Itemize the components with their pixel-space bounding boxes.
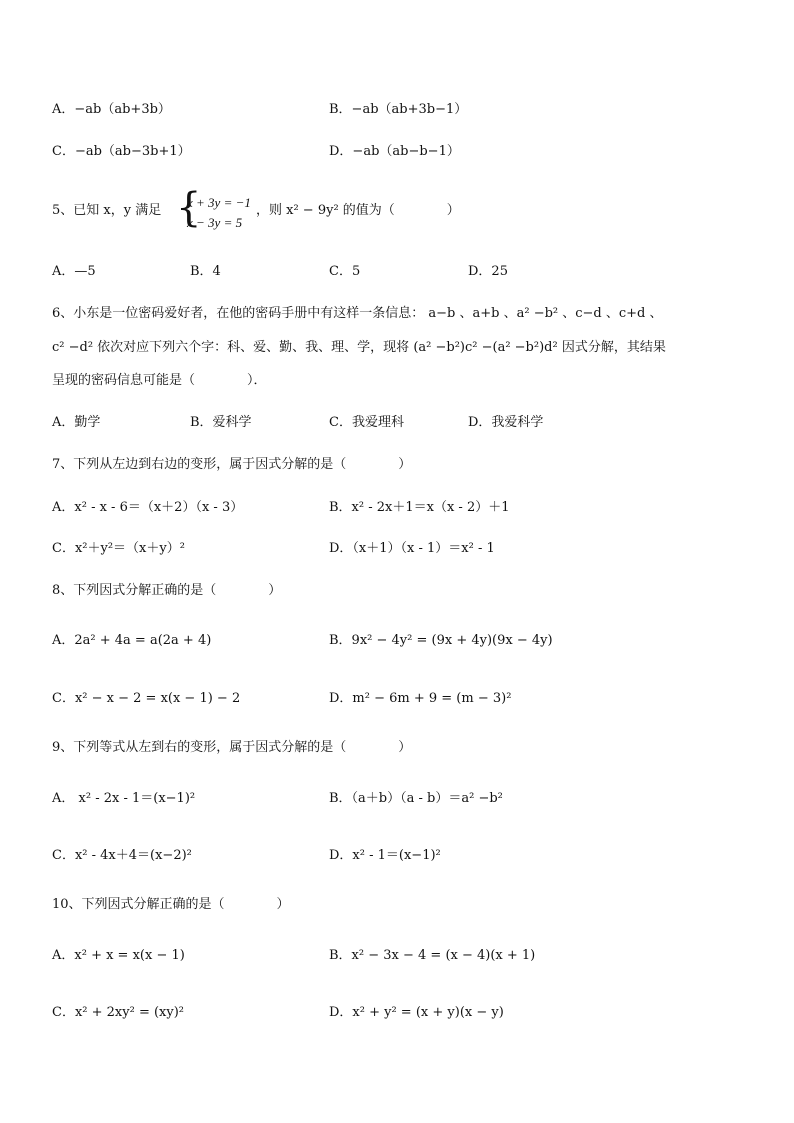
q6-option-b: B．爱科学 [190, 415, 252, 430]
q10-stem: 10、下列因式分解正确的是（ ） [52, 897, 290, 912]
q8-option-d: D．m² − 6m + 9 = (m − 3)² [329, 691, 512, 706]
q5-option-c: C．5 [329, 264, 361, 279]
q5-option-a: A．—5 [52, 264, 96, 279]
q6-stem-line1: 6、小东是一位密码爱好者，在他的密码手册中有这样一条信息： a−b 、a+b 、a² −b² 、c−d 、c+d 、 [52, 306, 663, 321]
q4-option-d: D．−ab（ab−b−1） [329, 144, 460, 159]
q5-option-d: D．25 [468, 264, 508, 279]
q6-option-c: C．我爱理科 [329, 415, 404, 430]
q6-option-d: D．我爱科学 [468, 415, 544, 430]
q10-option-b: B．x² − 3x − 4 = (x − 4)(x + 1) [329, 948, 536, 963]
q8-option-b: B．9x² − 4y² = (9x + 4y)(9x − 4y) [329, 633, 553, 648]
q7-option-c: C．x²＋y²＝（x＋y）² [52, 541, 185, 556]
q7-option-d: D．（x＋1）（x - 1）＝x² - 1 [329, 541, 495, 556]
equation-1: x + 3y = −1 [187, 195, 251, 210]
q10-option-c: C．x² + 2xy² = (xy)² [52, 1005, 184, 1020]
q4-option-a: A．−ab（ab+3b） [52, 102, 171, 117]
q5-stem-suffix: ，则 x² − 9y² 的值为（ ） [256, 203, 460, 218]
q9-option-d: D．x² - 1＝(x−1)² [329, 848, 441, 863]
q9-option-b: B．（a＋b）（a - b）＝a² −b² [329, 791, 503, 806]
q8-option-c: C．x² − x − 2 = x(x − 1) − 2 [52, 691, 241, 706]
equation-system [187, 193, 251, 233]
q5-stem-prefix: 5、已知 x，y 满足 [52, 203, 162, 218]
q6-option-a: A．勤学 [52, 415, 101, 430]
q9-option-a: A． x² - 2x - 1＝(x−1)² [52, 791, 196, 806]
q4-option-b: B．−ab（ab+3b−1） [329, 102, 468, 117]
q8-stem: 8、下列因式分解正确的是（ ） [52, 583, 282, 598]
q6-stem-line2: c² −d² 依次对应下列六个字：科、爱、勤、我、理、学，现将 (a² −b²)c² −(a² −b²)d² 因式分解，其结果 [52, 340, 666, 355]
q10-option-d: D．x² + y² = (x + y)(x − y) [329, 1005, 504, 1020]
equation-2: x − 3y = 5 [187, 215, 243, 230]
q4-option-c: C．−ab（ab−3b+1） [52, 144, 191, 159]
q6-stem-line3: 呈现的密码信息可能是（ ）． [52, 373, 267, 388]
q5-option-b: B．4 [190, 264, 221, 279]
q7-option-a: A．x² - x - 6＝（x＋2）（x - 3） [52, 500, 244, 515]
q7-stem: 7、下列从左边到右边的变形，属于因式分解的是（ ） [52, 457, 412, 472]
brace-symbol: { [176, 185, 202, 231]
q9-stem: 9、下列等式从左到右的变形，属于因式分解的是（ ） [52, 740, 412, 755]
q9-option-c: C．x² - 4x＋4＝(x−2)² [52, 848, 192, 863]
q7-option-b: B．x² - 2x＋1＝x（x - 2）＋1 [329, 500, 510, 515]
q8-option-a: A．2a² + 4a = a(2a + 4) [52, 633, 212, 648]
q10-option-a: A．x² + x = x(x − 1) [52, 948, 185, 963]
